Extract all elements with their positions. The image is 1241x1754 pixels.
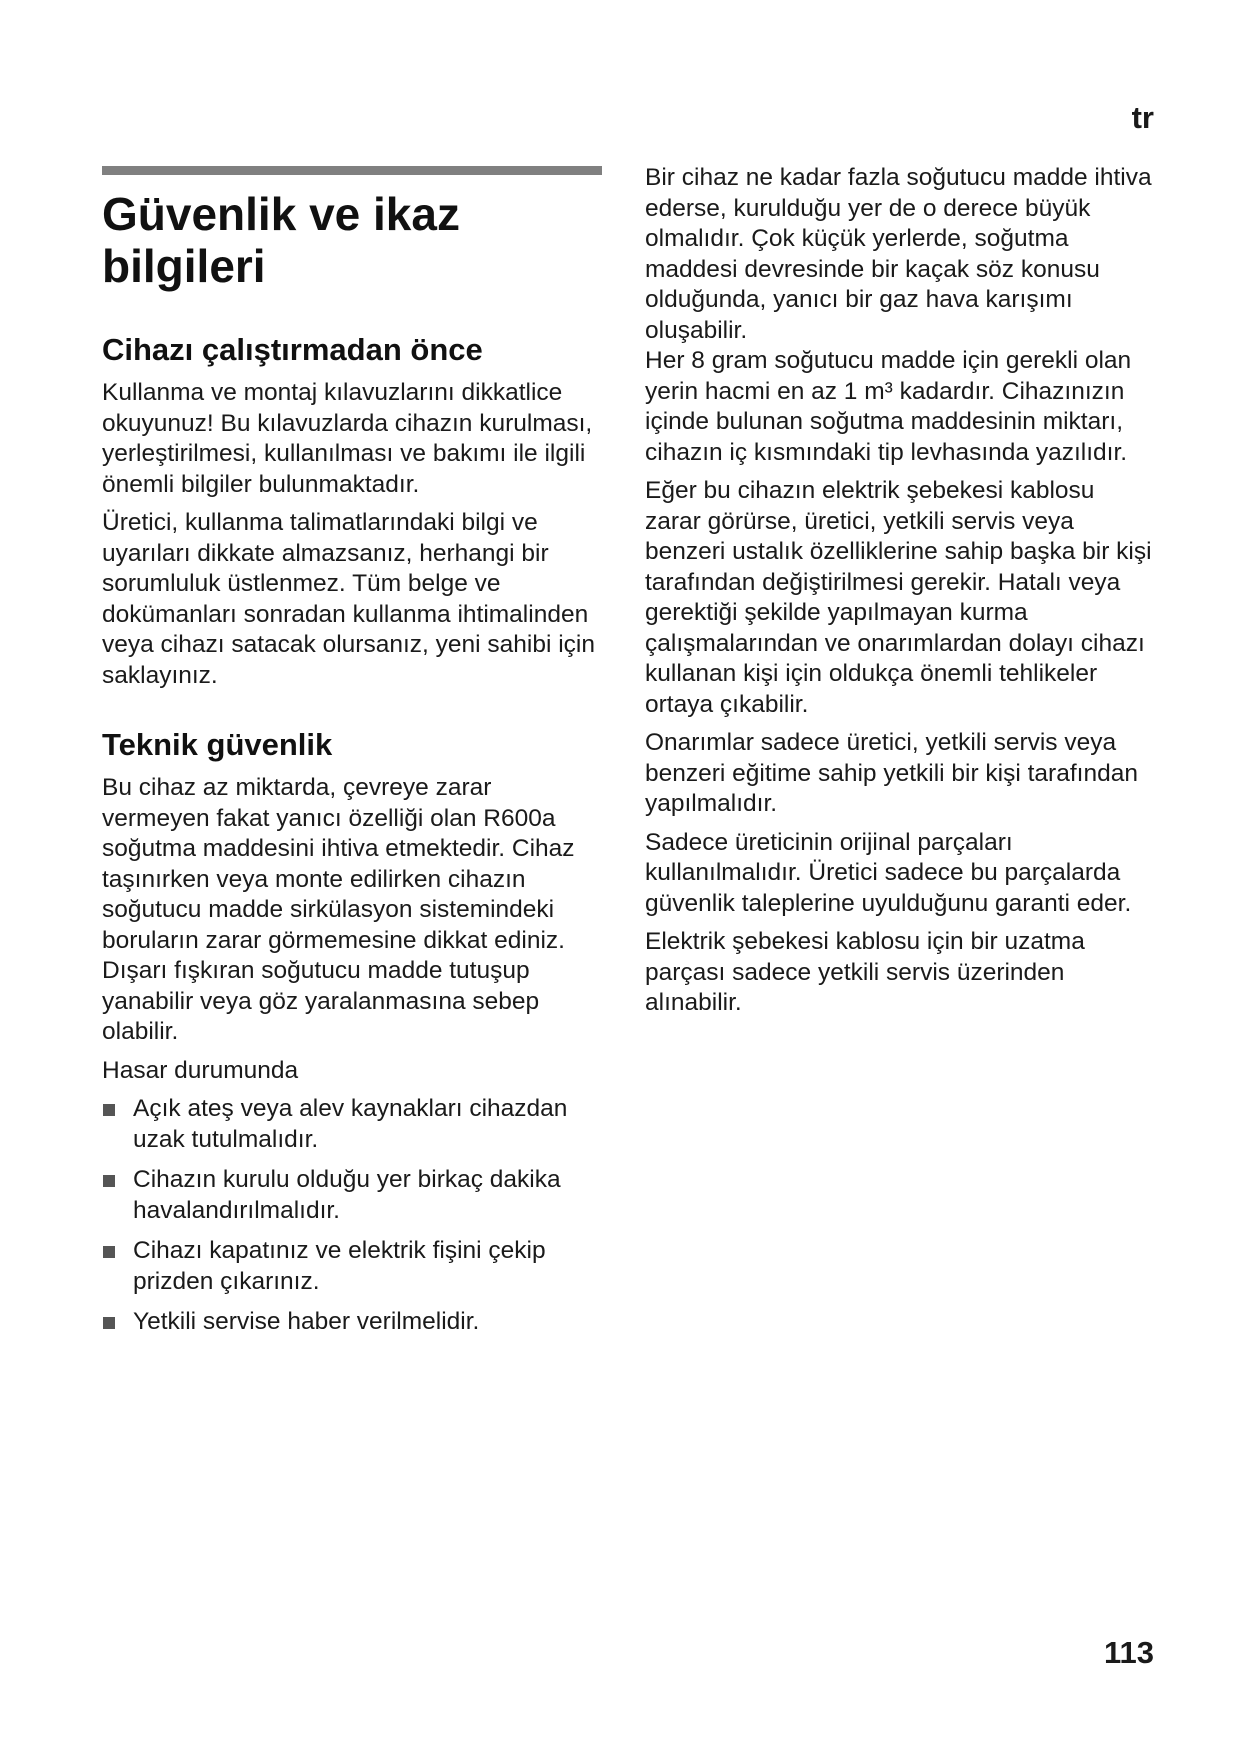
paragraph: Üretici, kullanma talimatlarındaki bilgi ve uyarıları dikkate almazsanız, herhangi bir sorumluluk üstlenmez. Tüm belge ve dokümanları sonradan kullanma ihtimalinden veya cihazı satacak olursanız, yeni sahibi için saklayınız. [102, 509, 595, 689]
section-heading-before-use: Cihazı çalıştırmadan önce [102, 332, 483, 367]
left-column [102, 166, 602, 1348]
right-column [645, 163, 1155, 1027]
list-item: Açık ateş veya alev kaynakları cihazdan uzak tutulmalıdır. [102, 1094, 602, 1155]
paragraph: Elektrik şebekesi kablosu için bir uzatma parçası sadece yetkili servis üzerinden alınabilir. [645, 928, 1085, 1016]
paragraph: Sadece üreticinin orijinal parçaları kullanılmalıdır. Üretici sadece bu parçalarda güvenlik taleplerine uyulduğunu garanti eder. [645, 828, 1132, 917]
paragraph: Her 8 gram soğutucu madde için gerekli olan yerin hacmi en az 1 m³ kadardır. Cihazınızın içinde bulunan soğutma maddesinin miktarı, cihazın iç kısmındaki tip levhasında yazılıdır. [645, 347, 1132, 466]
language-code: tr [1131, 100, 1154, 135]
paragraph: Bu cihaz az miktarda, çevreye zarar vermeyen fakat yanıcı özelliği olan R600a soğutma maddesini ihtiva etmektedir. Cihaz taşınırken veya monte edilirken cihazın soğutucu madde sirkülasyon sistemindeki boruların zarar görmemesine dikkat ediniz. Dışarı fışkıran soğutucu madde tutuşup yanabilir veya göz yaralanmasına sebep olabilir. [102, 774, 575, 1045]
list-item: Yetkili servise haber verilmelidir. [102, 1307, 602, 1338]
paragraph: Eğer bu cihazın elektrik şebekesi kablosu zarar görürse, üretici, yetkili servis veya benzeri ustalık özelliklerine sahip başka bir kişi tarafından değiştirilmesi gerekir. Hatalı veya gerektiği şekilde yapılmayan kurma çalışmalarından ve onarımlardan dolayı cihazı kullanan kişi için oldukça önemli tehlikeler ortaya çıkabilir. [645, 477, 1152, 718]
damage-instructions-list [102, 1094, 602, 1338]
list-item: Cihazın kurulu olduğu yer birkaç dakika havalandırılmalıdır. [102, 1165, 602, 1226]
list-item: Cihazı kapatınız ve elektrik fişini çekip prizden çıkarınız. [102, 1236, 602, 1297]
square-bullet-icon [103, 1246, 115, 1258]
section-rule [102, 166, 602, 175]
page-title: Güvenlik ve ikaz bilgileri [102, 188, 460, 292]
paragraph: Kullanma ve montaj kılavuzlarını dikkatlice okuyunuz! Bu kılavuzlarda cihazın kurulması, yerleştirilmesi, kullanılması ve bakımı ile ilgili önemli bilgiler bulunmaktadır. [102, 379, 593, 498]
square-bullet-icon [103, 1104, 115, 1116]
section-heading-technical-safety: Teknik güvenlik [102, 727, 333, 762]
square-bullet-icon [103, 1175, 115, 1187]
paragraph: Bir cihaz ne kadar fazla soğutucu madde ihtiva ederse, kurulduğu yer de o derece büyük olmalıdır. Çok küçük yerlerde, soğutma maddesi devresinde bir kaçak söz konusu olduğunda, yanıcı bir gaz hava karışımı oluşabilir. [645, 164, 1152, 344]
square-bullet-icon [103, 1317, 115, 1329]
paragraph: Onarımlar sadece üretici, yetkili servis veya benzeri eğitime sahip yetkili bir kişi tarafından yapılmalıdır. [645, 729, 1138, 817]
paragraph: Hasar durumunda [102, 1056, 299, 1084]
page-number: 113 [1103, 1635, 1154, 1670]
